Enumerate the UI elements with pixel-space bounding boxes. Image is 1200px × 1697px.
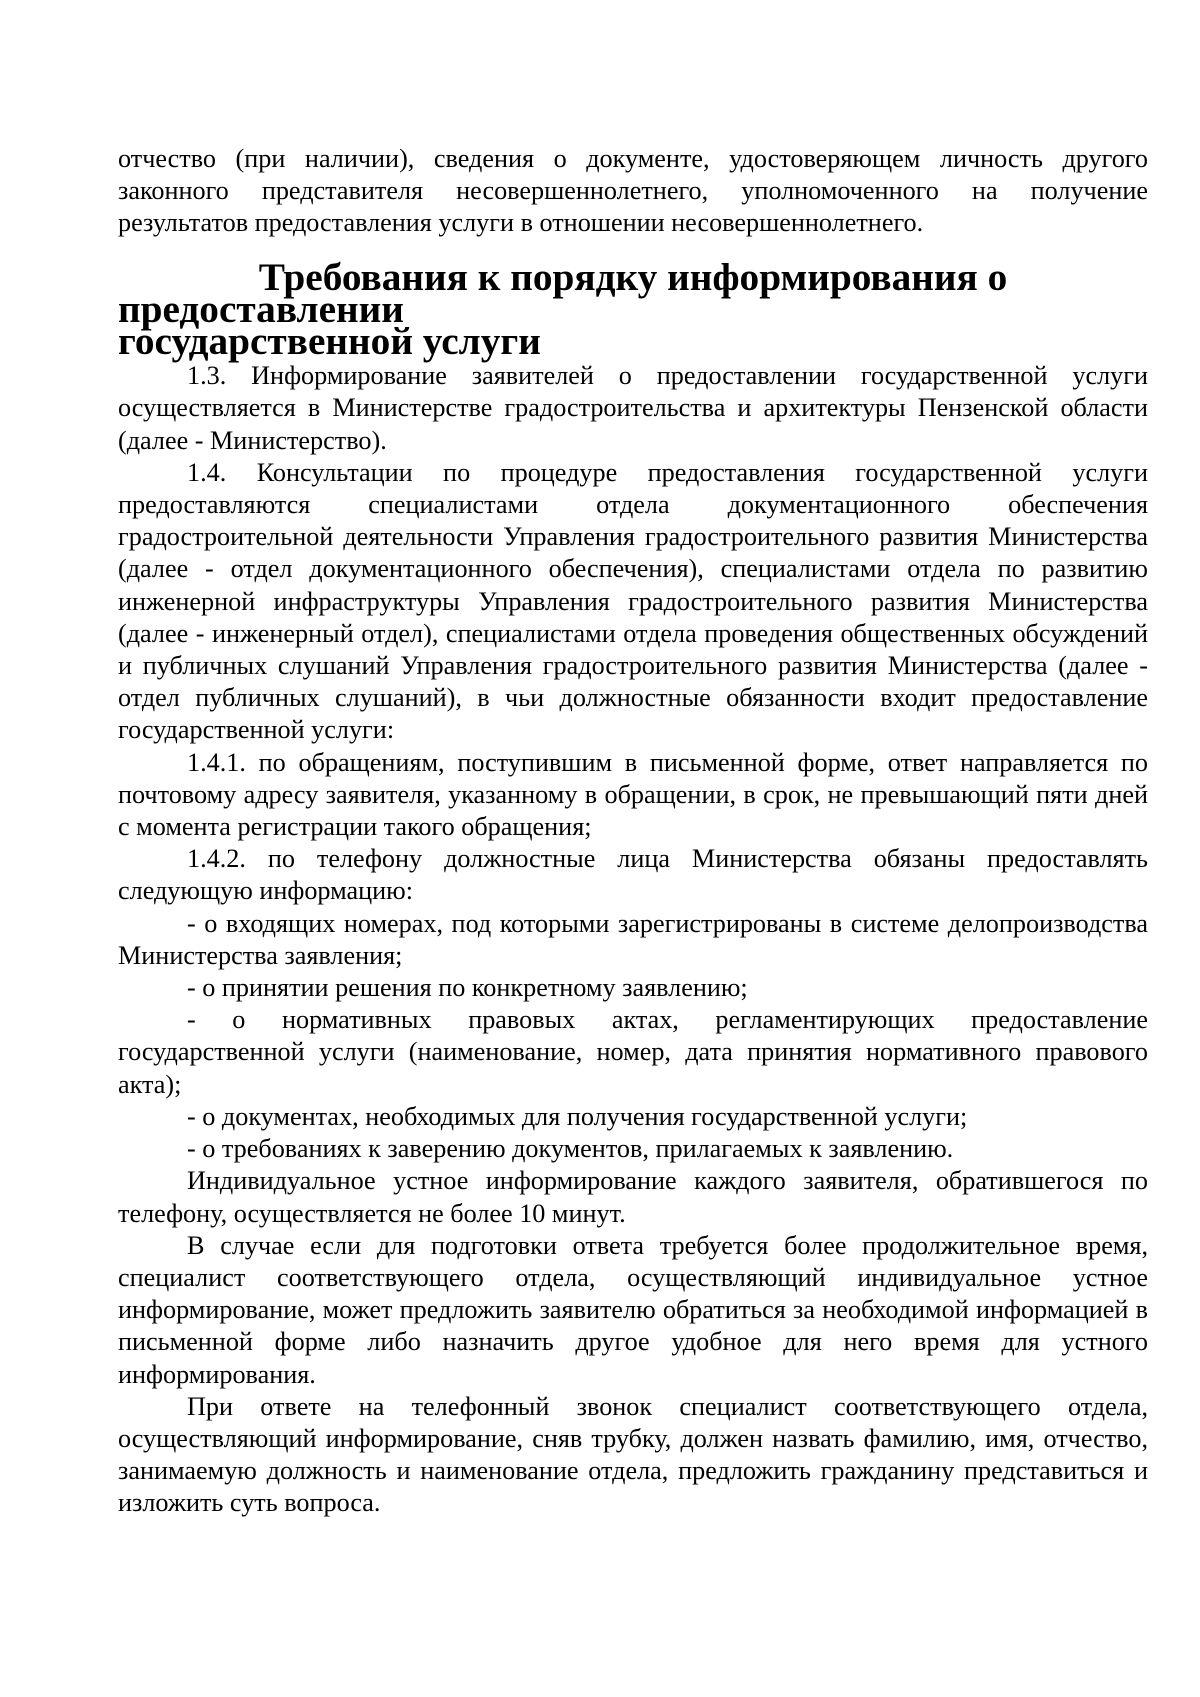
paragraph-1-4-2: 1.4.2. по телефону должностные лица Министерства обязаны предоставлять следующую информацию: bbox=[118, 844, 1148, 906]
intro-paragraph: отчество (при наличии), сведения о документе, удостоверяющем личность другого законного представителя несовершеннолетнего, уполномоченного на получение результатов предоставления услуги в отношении несовершеннолетнего. bbox=[118, 144, 1148, 238]
paragraph-oral-info-duration: Индивидуальное устное информирование каждого заявителя, обратившегося по телефону, осуществляется не более 10 минут. bbox=[118, 1166, 1148, 1228]
list-item-incoming-numbers: - о входящих номерах, под которыми зарегистрированы в системе делопроизводства Министерства заявления; bbox=[118, 908, 1148, 970]
document-page bbox=[118, 143, 1148, 1520]
paragraph-1-4-1: 1.4.1. по обращениям, поступившим в письменной форме, ответ направляется по почтовому адресу заявителя, указанному в обращении, в срок, не превышающий пяти дней с момента регистрации такого обращения; bbox=[118, 747, 1148, 842]
list-item-required-documents: - о документах, необходимых для получения государственной услуги; bbox=[187, 1101, 968, 1131]
section-heading-line-1: Требования к порядку информирования о предоставлении bbox=[118, 254, 1008, 331]
list-item-decision: - о принятии решения по конкретному заявлению; bbox=[187, 973, 748, 1003]
section-heading-line-2: государственной услуги bbox=[118, 319, 541, 364]
paragraph-1-4: 1.4. Консультации по процедуре предоставления государственной услуги предоставляются специалистами отдела документационного обеспечения градостроительной деятельности Управления градостроительного развития Министерства (далее - отдел документационного обеспечения), специалистами отдела по развитию инженерной инфраструктуры Управления градостроительного развития Министерства (далее - инженерный отдел), специалистами отдела проведения общественных обсуждений и публичных слушаний Управления градостроительного развития Министерства (далее - отдел публичных слушаний), в чьи должностные обязанности входит предоставление государственной услуги: bbox=[118, 457, 1148, 745]
paragraph-phone-call-procedure: При ответе на телефонный звонок специалист соответствующего отдела, осуществляющий информирование, сняв трубку, должен назвать фамилию, имя, отчество, занимаемую должность и наименование отдела, предложить гражданину представиться и изложить суть вопроса. bbox=[118, 1391, 1148, 1518]
paragraph-1-3: 1.3. Информирование заявителей о предоставлении государственной услуги осуществляется в Министерстве градостроительства и архитектуры Пензенской области (далее - Министерство). bbox=[118, 361, 1148, 455]
section-heading bbox=[118, 254, 1148, 364]
list-item-legal-acts: - о нормативных правовых актах, регламентирующих предоставление государственной услуги (наименование, номер, дата принятия нормативного правового акта); bbox=[118, 1005, 1148, 1099]
paragraph-longer-response: В случае если для подготовки ответа требуется более продолжительное время, специалист соответствующего отдела, осуществляющий индивидуальное устное информирование, может предложить заявителю обратиться за необходимой информацией в письменной форме либо назначить другое удобное для него время для устного информирования. bbox=[118, 1230, 1148, 1389]
list-item-certification-requirements: - о требованиях к заверению документов, прилагаемых к заявлению. bbox=[187, 1134, 954, 1164]
